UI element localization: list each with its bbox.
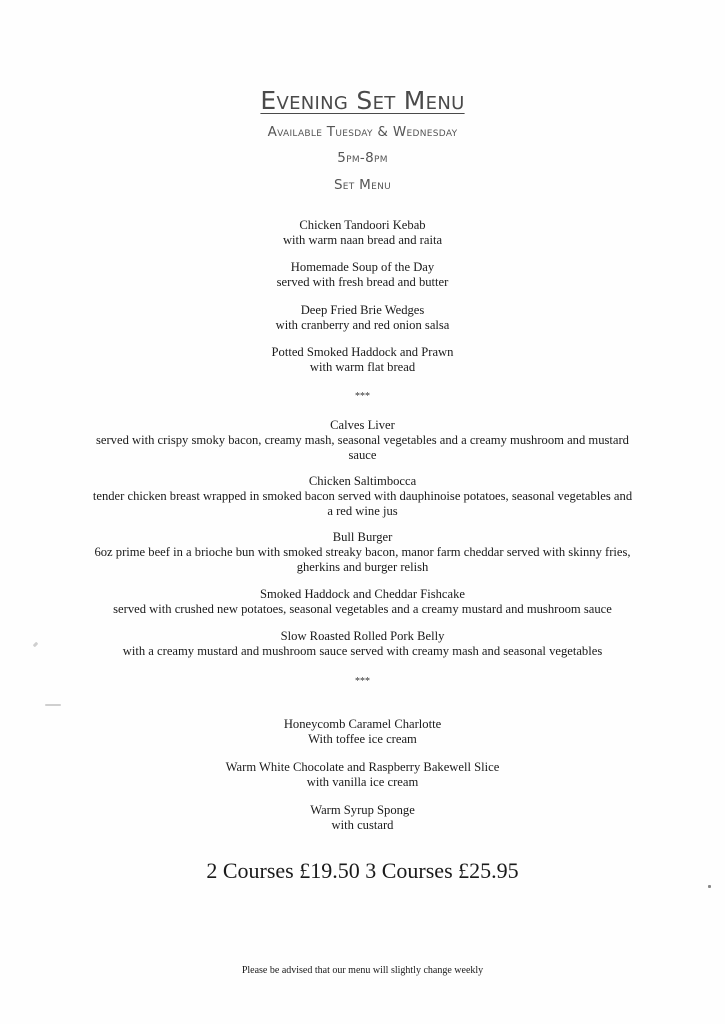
dish-description: with warm flat bread	[309, 360, 416, 374]
dish-description: served with crushed new potatoes, seasonal vegetables and a creamy mustard and mushroom sauce	[113, 602, 612, 616]
dish-name: Smoked Haddock and Cheddar Fishcake	[260, 587, 465, 601]
course-separator: ***	[355, 676, 370, 687]
dish-description: With toffee ice cream	[308, 732, 417, 746]
dish-description-cont: sauce	[348, 448, 377, 462]
dessert-item	[0, 717, 725, 747]
dish-name: Potted Smoked Haddock and Prawn	[271, 345, 454, 359]
dish-name: Slow Roasted Rolled Pork Belly	[280, 629, 445, 643]
dish-description-cont: gherkins and burger relish	[296, 560, 429, 574]
main-item	[0, 474, 725, 519]
dish-name: Warm White Chocolate and Raspberry Bakewell Slice	[225, 760, 500, 774]
main-item	[0, 587, 725, 617]
dish-description: with cranberry and red onion salsa	[275, 318, 450, 332]
scan-speck	[708, 885, 711, 888]
dish-description: 6oz prime beef in a brioche bun with smoked streaky bacon, manor farm cheddar served with skinny fries,	[94, 545, 631, 559]
course-pricing: 2 Courses £19.50 3 Courses £25.95	[206, 858, 519, 883]
dish-name: Honeycomb Caramel Charlotte	[283, 717, 442, 731]
dish-description: with vanilla ice cream	[306, 775, 419, 789]
dish-description: with warm naan bread and raita	[282, 233, 443, 247]
availability-days: Available Tuesday & Wednesday	[267, 124, 458, 140]
menu-title: Evening Set Menu	[260, 86, 465, 115]
dish-name: Homemade Soup of the Day	[290, 260, 435, 274]
dish-description: tender chicken breast wrapped in smoked bacon served with dauphinoise potatoes, seasonal vegetables and	[92, 489, 633, 503]
dish-name: Chicken Saltimbocca	[308, 474, 417, 488]
course-separator: ***	[355, 391, 370, 402]
starter-item	[0, 260, 725, 290]
dish-description: with a creamy mustard and mushroom sauce served with creamy mash and seasonal vegetables	[122, 644, 603, 658]
starter-item	[0, 218, 725, 248]
main-item	[0, 418, 725, 463]
scan-speck	[45, 704, 61, 706]
starter-item	[0, 345, 725, 375]
dish-name: Deep Fried Brie Wedges	[300, 303, 425, 317]
dish-name: Warm Syrup Sponge	[310, 803, 415, 817]
dish-description: served with crispy smoky bacon, creamy mash, seasonal vegetables and a creamy mushroom and mustard	[96, 433, 629, 447]
dessert-item	[0, 803, 725, 833]
dish-name: Calves Liver	[330, 418, 395, 432]
section-label: Set Menu	[333, 177, 392, 193]
availability-hours: 5pm-8pm	[337, 150, 388, 166]
dish-description: with custard	[331, 818, 394, 832]
main-item	[0, 530, 725, 575]
dish-name: Bull Burger	[332, 530, 393, 544]
starter-item	[0, 303, 725, 333]
dish-name: Chicken Tandoori Kebab	[299, 218, 426, 232]
dessert-item	[0, 760, 725, 790]
dish-description: served with fresh bread and butter	[276, 275, 449, 289]
main-item	[0, 629, 725, 659]
menu-change-notice: Please be advised that our menu will slightly change weekly	[241, 965, 484, 976]
dish-description-cont: a red wine jus	[327, 504, 398, 518]
